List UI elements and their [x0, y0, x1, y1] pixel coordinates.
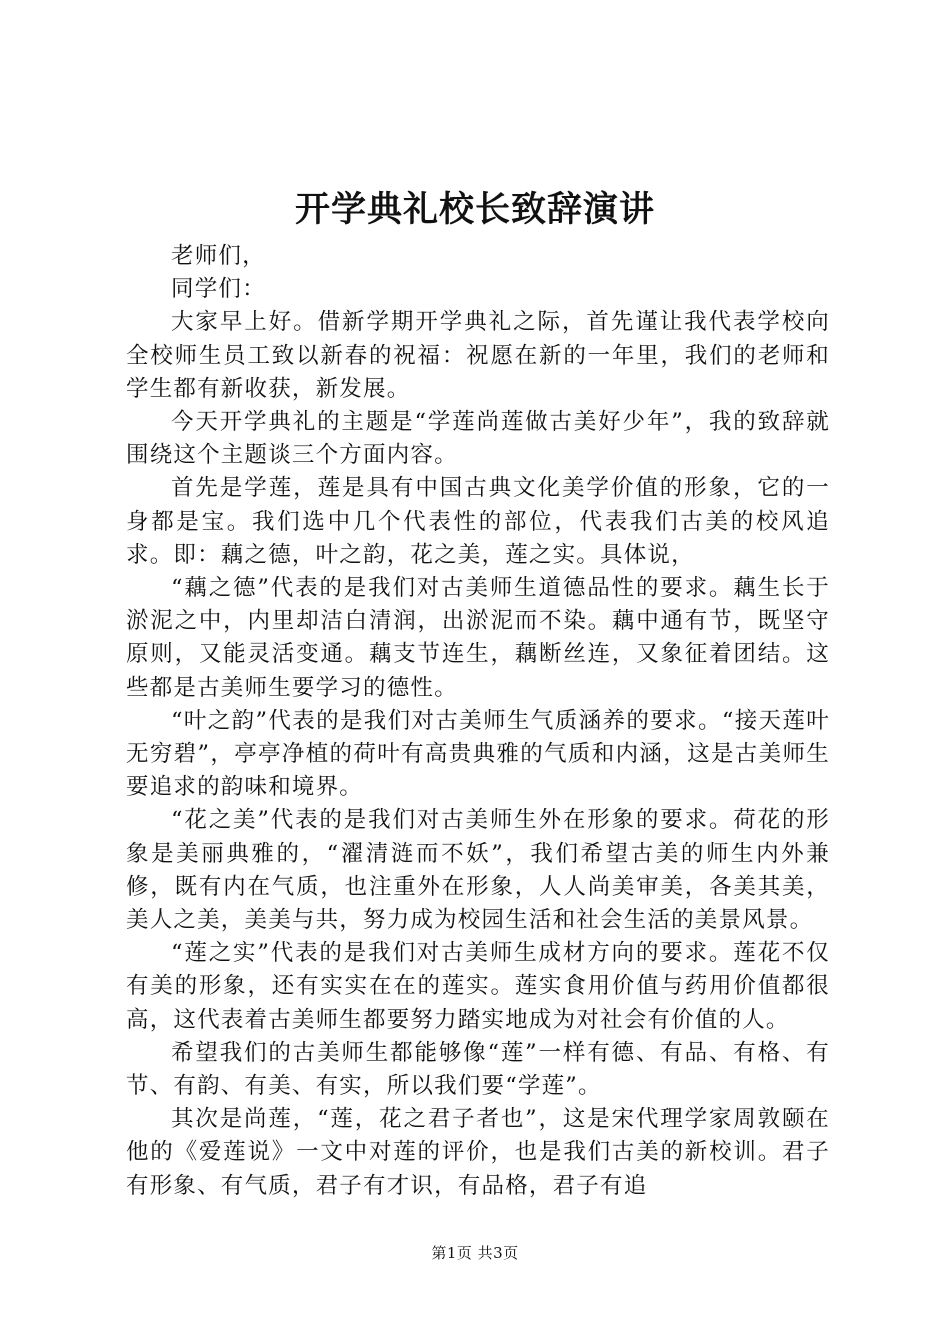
- body-paragraph: 首先是学莲，莲是具有中国古典文化美学价值的形象，它的一身都是宝。我们选中几个代表性的部位，代表我们古美的校风追求。即：藕之德，叶之韵，花之美，莲之实。具体说，: [126, 475, 830, 568]
- body-paragraph: 希望我们的古美师生都能够像“莲”一样有德、有品、有格、有节、有韵、有美、有实，所以我们要“学莲”。: [126, 1039, 830, 1100]
- body-paragraph: “花之美”代表的是我们对古美师生外在形象的要求。荷花的形象是美丽典雅的，“濯清涟而不妖”，我们希望古美的师生内外兼修，既有内在气质，也注重外在形象，人人尚美审美，各美其美，美人之美，美美与共，努力成为校园生活和社会生活的美景风景。: [126, 807, 830, 934]
- salutation-students: 同学们：: [171, 276, 266, 303]
- salutation-teachers: 老师们，: [171, 243, 266, 269]
- page-footer: 第1页 共3页: [431, 1244, 519, 1262]
- document-title: 开学典礼校长致辞演讲: [294, 189, 655, 230]
- document-body: [126, 240, 830, 1203]
- body-paragraph: 今天开学典礼的主题是“学莲尚莲做古美好少年”，我的致辞就围绕这个主题谈三个方面内容。: [126, 409, 830, 469]
- body-paragraph: “莲之实”代表的是我们对古美师生成材方向的要求。莲花不仅有美的形象，还有实实在在的莲实。莲实食用价值与药用价值都很高，这代表着古美师生都要努力踏实地成为对社会有价值的人。: [126, 940, 830, 1033]
- body-paragraph: 大家早上好。借新学期开学典礼之际，首先谨让我代表学校向全校师生员工致以新春的祝福：祝愿在新的一年里，我们的老师和学生都有新收获，新发展。: [126, 309, 830, 402]
- body-paragraph: “叶之韵”代表的是我们对古美师生气质涵养的要求。“接天莲叶无穷碧”，亭亭净植的荷叶有高贵典雅的气质和内涵，这是古美师生要追求的韵味和境界。: [126, 707, 830, 801]
- body-paragraph: “藕之德”代表的是我们对古美师生道德品性的要求。藕生长于淤泥之中，内里却洁白清润，出淤泥而不染。藕中通有节，既坚守原则，又能灵活变通。藕支节连生，藕断丝连，又象征着团结。这些都是古美师生要学习的德性。: [126, 575, 830, 701]
- body-paragraph: 其次是尚莲，“莲，花之君子者也”，这是宋代理学家周敦颐在他的《爱莲说》一文中对莲的评价，也是我们古美的新校训。君子有形象、有气质，君子有才识，有品格，君子有追: [126, 1106, 830, 1199]
